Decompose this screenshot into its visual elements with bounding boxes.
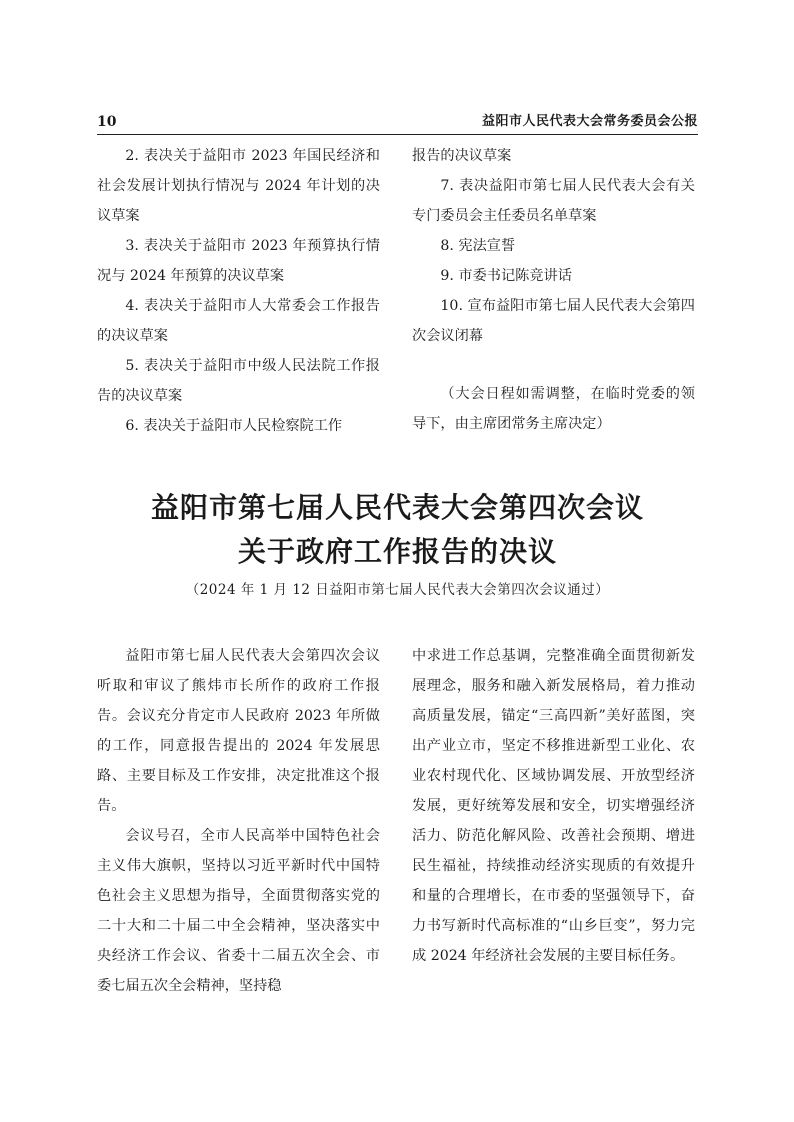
agenda-item: 9. 市委书记陈竞讲话 bbox=[440, 268, 572, 284]
journal-title: 益阳市人民代表大会常务委员会公报 bbox=[481, 114, 698, 129]
agenda-left-column bbox=[97, 141, 380, 441]
agenda-note: （大会日程如需调整，在临时党委的领导下，由主席团常务主席决定） bbox=[412, 386, 695, 432]
body-paragraph-continuation: 中求进工作总基调，完整准确全面贯彻新发展理念，服务和融入新发展格局，着力推动高质量发展，锚定“三高四新”美好蓝图，突出产业立市，坚定不移推进新型工业化、农业农村现代化、区域协调发展、开放型经济发展，更好统筹发展和安全，切实增强经济活力、防范化解风险、改善社会预期、增进民生福祉，持续推动经济实现质的有效提升和量的合理增长，在市委的坚强领导下，奋力书写新时代高标准的“山乡巨变”，努力完成 2024 年经济社会发展的主要目标任务。 bbox=[412, 648, 695, 964]
agenda-item: 2. 表决关于益阳市 2023 年国民经济和社会发展计划执行情况与 2024 年计划的决议草案 bbox=[97, 148, 380, 224]
body-paragraph: 会议号召，全市人民高举中国特色社会主义伟大旗帜，坚持以习近平新时代中国特色社会主义思想为指导，全面贯彻落实党的二十大和二十届二中全会精神，坚决落实中央经济工作会议、省委十二届五次全会、市委七届五次全会精神，坚持稳 bbox=[97, 828, 380, 994]
body-paragraph: 益阳市第七届人民代表大会第四次会议听取和审议了熊炜市长所作的政府工作报告。会议充分肯定市人民政府 2023 年所做的工作，同意报告提出的 2024 年发展思路、主要目标及工作安排，决定批准这个报告。 bbox=[97, 648, 380, 814]
resolution-title-line-2: 关于政府工作报告的决议 bbox=[237, 535, 557, 568]
agenda-item: 4. 表决关于益阳市人大常委会工作报告的决议草案 bbox=[97, 298, 380, 344]
resolution-title-block bbox=[97, 486, 698, 602]
agenda-item: 10. 宣布益阳市第七届人民代表大会第四次会议闭幕 bbox=[412, 298, 695, 344]
resolution-body-left bbox=[97, 641, 380, 1001]
resolution-title-line-1: 益阳市第七届人民代表大会第四次会议 bbox=[150, 491, 644, 524]
agenda-item: 3. 表决关于益阳市 2023 年预算执行情况与 2024 年预算的决议草案 bbox=[97, 238, 380, 284]
agenda-item: 8. 宪法宣誓 bbox=[440, 238, 516, 254]
agenda-item: 5. 表决关于益阳市中级人民法院工作报告的决议草案 bbox=[97, 358, 380, 404]
page-header bbox=[97, 112, 698, 135]
page-number: 10 bbox=[97, 114, 117, 130]
resolution-subtitle: （2024 年 1 月 12 日益阳市第七届人民代表大会第四次会议通过） bbox=[185, 582, 610, 598]
agenda-item: 7. 表决益阳市第七届人民代表大会有关专门委员会主任委员名单草案 bbox=[412, 178, 695, 224]
agenda-right-column bbox=[412, 141, 695, 439]
agenda-item-continuation: 报告的决议草案 bbox=[412, 148, 512, 164]
agenda-item: 6. 表决关于益阳市人民检察院工作 bbox=[125, 418, 343, 434]
resolution-body-right bbox=[412, 641, 695, 971]
